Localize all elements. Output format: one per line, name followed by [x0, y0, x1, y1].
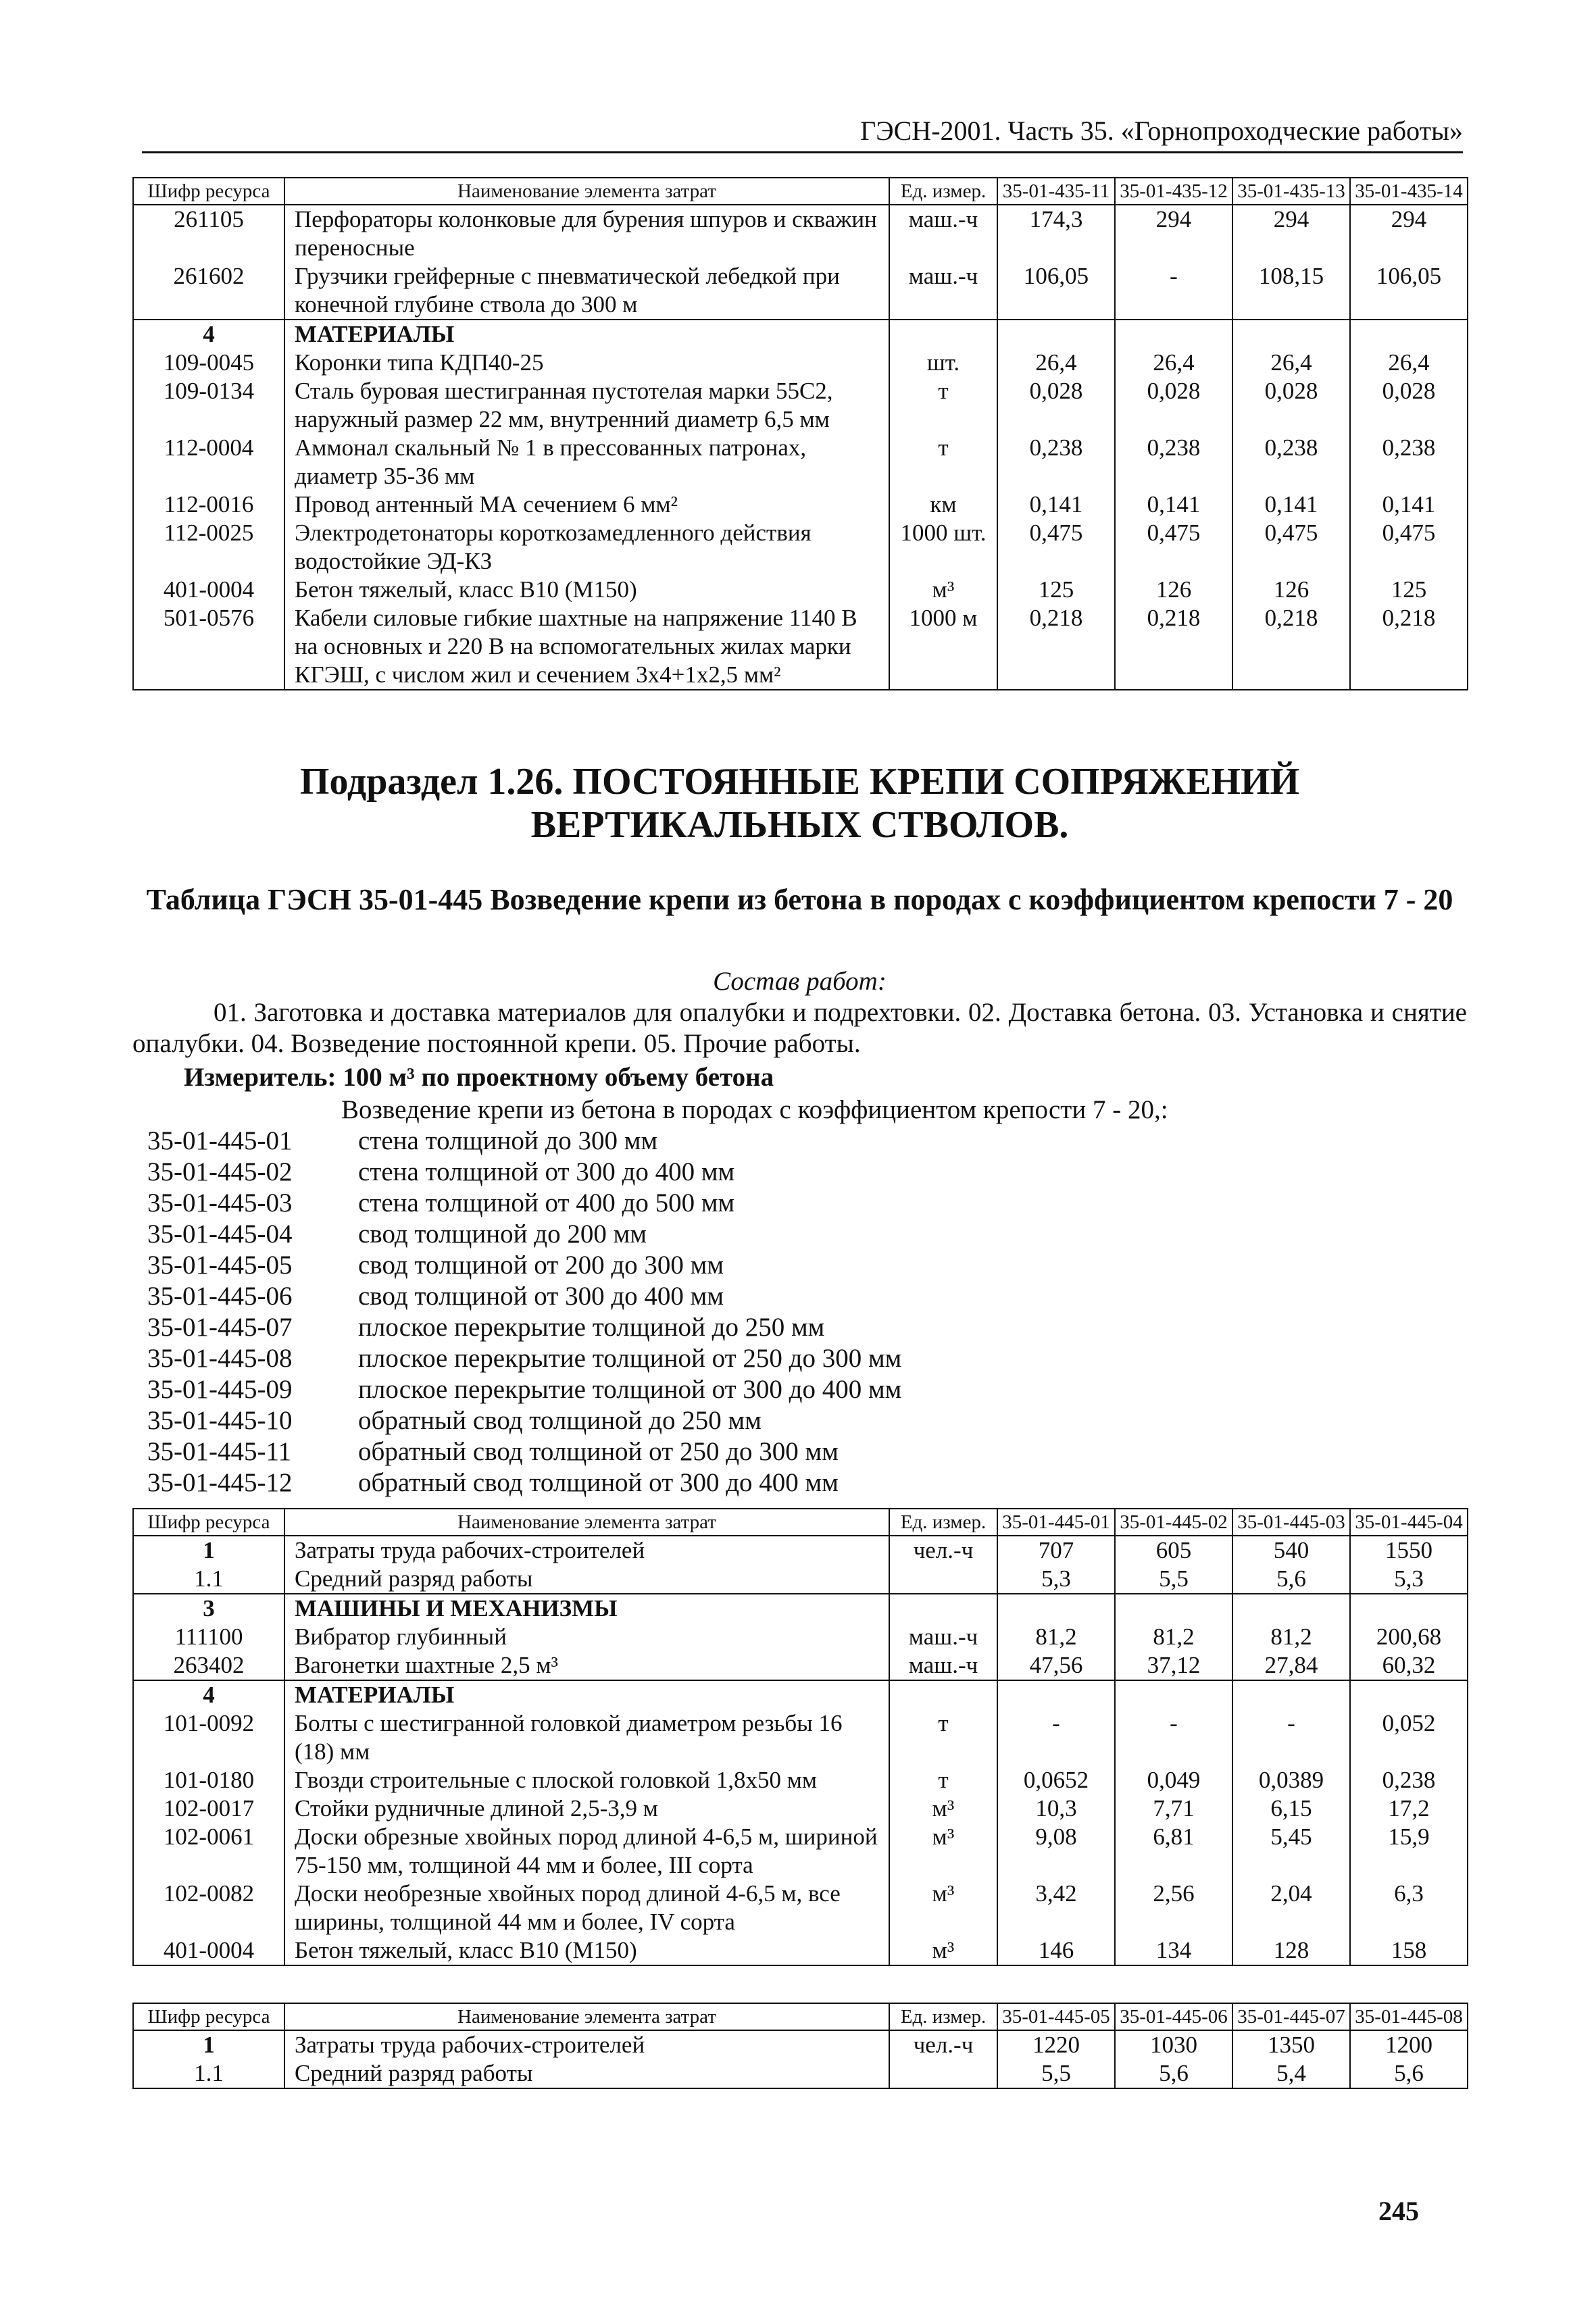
cell-value: 605	[1115, 1536, 1232, 1565]
list-item	[147, 1281, 901, 1312]
cell-name: Провод антенный МА сечением 6 мм²	[284, 491, 889, 519]
variant-text: стена толщиной до 300 мм	[358, 1126, 658, 1155]
cell-value: 5,5	[1115, 1565, 1232, 1594]
cell-unit: м³	[889, 1794, 997, 1823]
cell-value: 0,049	[1115, 1766, 1232, 1794]
cell-value: 294	[1350, 205, 1468, 262]
cell-code: 111100	[133, 1623, 284, 1651]
cell-value: 81,2	[1232, 1623, 1350, 1651]
cell-value	[1232, 320, 1350, 349]
cell-value: 0,238	[997, 434, 1115, 491]
cell-value: 9,08	[997, 1823, 1115, 1880]
variant-text: стена толщиной от 400 до 500 мм	[358, 1188, 735, 1217]
cell-code: 4	[133, 1680, 284, 1709]
cell-unit: м³	[889, 1880, 997, 1936]
cell-code: 1	[133, 2030, 284, 2059]
cell-unit: 1000 м	[889, 604, 997, 690]
cell-value	[997, 1594, 1115, 1623]
variant-text: обратный свод толщиной от 250 до 300 мм	[358, 1437, 839, 1466]
cell-value: 2,04	[1232, 1880, 1350, 1936]
cell-name: Перфораторы колонковые для бурения шпуров и скважин переносные	[284, 205, 889, 262]
table-row	[133, 1823, 1468, 1880]
cell-unit	[889, 1680, 997, 1709]
variant-text: свод толщиной от 200 до 300 мм	[358, 1251, 724, 1280]
cell-value: 125	[997, 576, 1115, 604]
cell-value: 134	[1115, 1936, 1232, 1965]
header-name: Наименование элемента затрат	[284, 1509, 889, 1536]
variant-code: 35-01-445-08	[147, 1344, 293, 1373]
running-header: ГЭСН-2001. Часть 35. «Горнопроходческие работы»	[142, 115, 1463, 153]
cell-unit: чел.-ч	[889, 2030, 997, 2059]
cell-value: 707	[997, 1536, 1115, 1565]
cell-value: 5,6	[1232, 1565, 1350, 1594]
variant-text: обратный свод толщиной от 300 до 400 мм	[358, 1468, 839, 1497]
cell-unit: маш.-ч	[889, 1651, 997, 1680]
cell-unit: км	[889, 491, 997, 519]
cell-value: 0,028	[997, 377, 1115, 434]
cell-value	[997, 320, 1115, 349]
variant-text: плоское перекрытие толщиной до 250 мм	[358, 1313, 825, 1342]
cell-value: 0,052	[1350, 1709, 1468, 1766]
cell-name: Доски необрезные хвойных пород длиной 4-6,5 м, все ширины, толщиной 44 мм и более, IV сорта	[284, 1880, 889, 1936]
cell-value: 108,15	[1232, 262, 1350, 320]
variant-text: плоское перекрытие толщиной от 300 до 400 мм	[358, 1375, 902, 1404]
table-row	[133, 2030, 1468, 2059]
cell-value	[1350, 320, 1468, 349]
cell-name: Грузчики грейферные с пневматической лебедкой при конечной глубине ствола до 300 м	[284, 262, 889, 320]
table-row	[133, 1565, 1468, 1594]
header-unit: Ед. измер.	[889, 178, 997, 205]
variant-code: 35-01-445-11	[147, 1437, 292, 1466]
cell-name: Средний разряд работы	[284, 2059, 889, 2088]
cell-value: 540	[1232, 1536, 1350, 1565]
header-col-1: 35-01-435-11	[997, 178, 1115, 205]
cell-value: 60,32	[1350, 1651, 1468, 1680]
table-header-row	[133, 178, 1468, 205]
cell-value: 0,028	[1115, 377, 1232, 434]
cell-value: 26,4	[997, 349, 1115, 377]
cell-unit: шт.	[889, 349, 997, 377]
cell-value: 126	[1232, 576, 1350, 604]
table-title: Таблица ГЭСН 35-01-445 Возведение крепи из бетона в породах с коэффициентом крепости 7 - 20	[146, 883, 1453, 916]
cell-code: 3	[133, 1594, 284, 1623]
cell-name: Коронки типа КДП40-25	[284, 349, 889, 377]
header-unit: Ед. измер.	[889, 2003, 997, 2030]
list-item	[147, 1126, 901, 1157]
table-row	[133, 1766, 1468, 1794]
cell-value: 81,2	[997, 1623, 1115, 1651]
variant-code: 35-01-445-04	[147, 1219, 293, 1249]
cell-unit	[889, 2059, 997, 2088]
cell-value: 294	[1232, 205, 1350, 262]
cell-value: 294	[1115, 205, 1232, 262]
list-item	[147, 1312, 901, 1343]
variant-code: 35-01-445-02	[147, 1157, 293, 1186]
cell-value: -	[1115, 262, 1232, 320]
variant-text: стена толщиной от 300 до 400 мм	[358, 1157, 735, 1186]
cell-value: 27,84	[1232, 1651, 1350, 1680]
variant-code: 35-01-445-12	[147, 1468, 293, 1497]
cell-code: 401-0004	[133, 1936, 284, 1965]
variant-code: 35-01-445-09	[147, 1375, 293, 1404]
cell-name: Стойки рудничные длиной 2,5-3,9 м	[284, 1794, 889, 1823]
table-row	[133, 320, 1468, 349]
cell-value	[1115, 1594, 1232, 1623]
cell-value: 0,218	[1350, 604, 1468, 690]
cell-value: 125	[1350, 576, 1468, 604]
cell-value: 1200	[1350, 2030, 1468, 2059]
cell-code: 102-0061	[133, 1823, 284, 1880]
list-item	[147, 1157, 901, 1188]
cell-value: 0,218	[1115, 604, 1232, 690]
header-code: Шифр ресурса	[133, 1509, 284, 1536]
table-row	[133, 262, 1468, 320]
cell-name: МАТЕРИАЛЫ	[284, 1680, 889, 1709]
table-row	[133, 1651, 1468, 1680]
cell-value: 106,05	[997, 262, 1115, 320]
cell-value: 0,238	[1350, 434, 1468, 491]
cell-value: 5,6	[1115, 2059, 1232, 2088]
cell-value: 26,4	[1232, 349, 1350, 377]
cell-value	[1232, 1680, 1350, 1709]
cell-value: 47,56	[997, 1651, 1115, 1680]
cell-name: Вибратор глубинный	[284, 1623, 889, 1651]
measure-unit: Измеритель: 100 м³ по проектному объему бетона	[184, 1063, 774, 1092]
cell-value: 1220	[997, 2030, 1115, 2059]
cell-value: 26,4	[1115, 349, 1232, 377]
composition-text: 01. Заготовка и доставка материалов для опалубки и подрехтовки. 02. Доставка бетона. 03. Установка и снятие опалубки. 04. Возведение постоянной крепи. 05. Прочие работы.	[132, 998, 1467, 1058]
cell-value: 6,81	[1115, 1823, 1232, 1880]
variants-intro: Возведение крепи из бетона в породах с коэффициентом крепости 7 - 20,:	[341, 1095, 1168, 1124]
cell-value: 5,3	[997, 1565, 1115, 1594]
table-row	[133, 1709, 1468, 1766]
cell-code: 101-0180	[133, 1766, 284, 1794]
list-item	[147, 1250, 901, 1281]
list-item	[147, 1188, 901, 1219]
cell-value: 0,475	[1115, 519, 1232, 576]
header-unit: Ед. измер.	[889, 1509, 997, 1536]
header-col-3: 35-01-445-07	[1232, 2003, 1350, 2030]
cell-value: 0,475	[997, 519, 1115, 576]
composition-label: Состав работ:	[713, 967, 887, 996]
cell-value: 7,71	[1115, 1794, 1232, 1823]
cell-value: 158	[1350, 1936, 1468, 1965]
cell-value: 6,15	[1232, 1794, 1350, 1823]
variant-code: 35-01-445-01	[147, 1126, 293, 1155]
cell-code: 1	[133, 1536, 284, 1565]
table-header-row	[133, 1509, 1468, 1536]
cell-value: 37,12	[1115, 1651, 1232, 1680]
cell-value: 0,475	[1232, 519, 1350, 576]
cell-value	[1232, 1594, 1350, 1623]
subsection-title: Подраздел 1.26. ПОСТОЯННЫЕ КРЕПИ СОПРЯЖЕНИЙ ВЕРТИКАЛЬНЫХ СТВОЛОВ.	[299, 761, 1300, 846]
cell-unit	[889, 320, 997, 349]
list-item	[147, 1405, 901, 1436]
header-col-3: 35-01-445-03	[1232, 1509, 1350, 1536]
header-code: Шифр ресурса	[133, 2003, 284, 2030]
cell-value: 10,3	[997, 1794, 1115, 1823]
cell-unit: маш.-ч	[889, 1623, 997, 1651]
variant-text: плоское перекрытие толщиной от 250 до 300 мм	[358, 1344, 902, 1373]
cell-code: 112-0004	[133, 434, 284, 491]
cell-name: Затраты труда рабочих-строителей	[284, 2030, 889, 2059]
header-col-2: 35-01-445-02	[1115, 1509, 1232, 1536]
cell-code: 112-0025	[133, 519, 284, 576]
table-row	[133, 1794, 1468, 1823]
cell-value: 15,9	[1350, 1823, 1468, 1880]
table-row	[133, 205, 1468, 262]
header-col-4: 35-01-435-14	[1350, 178, 1468, 205]
cell-code: 1.1	[133, 1565, 284, 1594]
header-name: Наименование элемента затрат	[284, 178, 889, 205]
variant-code: 35-01-445-07	[147, 1313, 293, 1342]
cell-code: 401-0004	[133, 576, 284, 604]
table-row	[133, 519, 1468, 576]
cell-value: 1550	[1350, 1536, 1468, 1565]
cell-value: 0,475	[1350, 519, 1468, 576]
cell-value: 0,028	[1232, 377, 1350, 434]
header-col-1: 35-01-445-01	[997, 1509, 1115, 1536]
cell-code: 501-0576	[133, 604, 284, 690]
cell-value: 0,141	[1232, 491, 1350, 519]
cell-name: Гвозди строительные с плоской головкой 1,8х50 мм	[284, 1766, 889, 1794]
header-col-2: 35-01-445-06	[1115, 2003, 1232, 2030]
cell-value: 5,3	[1350, 1565, 1468, 1594]
cell-value: 3,42	[997, 1880, 1115, 1936]
cell-value: 2,56	[1115, 1880, 1232, 1936]
cell-value: 0,238	[1232, 434, 1350, 491]
table-row	[133, 1623, 1468, 1651]
cell-unit: м³	[889, 576, 997, 604]
cell-code: 112-0016	[133, 491, 284, 519]
variant-code: 35-01-445-06	[147, 1282, 293, 1311]
cell-value: -	[997, 1709, 1115, 1766]
cell-name: Вагонетки шахтные 2,5 м³	[284, 1651, 889, 1680]
table-row	[133, 1880, 1468, 1936]
cell-unit: т	[889, 1709, 997, 1766]
cell-unit: т	[889, 377, 997, 434]
cell-value	[1350, 1680, 1468, 1709]
cell-value: 81,2	[1115, 1623, 1232, 1651]
cell-value	[1115, 320, 1232, 349]
cell-value	[1115, 1680, 1232, 1709]
cell-value: 0,141	[997, 491, 1115, 519]
header-col-3: 35-01-435-13	[1232, 178, 1350, 205]
cell-name: Аммонал скальный № 1 в прессованных патронах, диаметр 35-36 мм	[284, 434, 889, 491]
cell-value: 5,6	[1350, 2059, 1468, 2088]
header-col-4: 35-01-445-04	[1350, 1509, 1468, 1536]
table-row	[133, 1594, 1468, 1623]
cell-value: 0,218	[1232, 604, 1350, 690]
cell-value: 174,3	[997, 205, 1115, 262]
variant-code: 35-01-445-05	[147, 1251, 293, 1280]
cell-code: 261105	[133, 205, 284, 262]
cell-unit: маш.-ч	[889, 205, 997, 262]
header-col-1: 35-01-445-05	[997, 2003, 1115, 2030]
cell-name: МАТЕРИАЛЫ	[284, 320, 889, 349]
variant-text: обратный свод толщиной до 250 мм	[358, 1406, 762, 1435]
cell-code: 263402	[133, 1651, 284, 1680]
cell-unit: 1000 шт.	[889, 519, 997, 576]
table-row	[133, 377, 1468, 434]
cell-name: Сталь буровая шестигранная пустотелая марки 55С2, наружный размер 22 мм, внутренний диаметр 6,5 мм	[284, 377, 889, 434]
cell-value: 1030	[1115, 2030, 1232, 2059]
cell-value: -	[1232, 1709, 1350, 1766]
cell-value: 1350	[1232, 2030, 1350, 2059]
cell-value	[997, 1680, 1115, 1709]
cell-value: 0,141	[1115, 491, 1232, 519]
cell-name: Затраты труда рабочих-строителей	[284, 1536, 889, 1565]
cell-value: -	[1115, 1709, 1232, 1766]
cell-value: 26,4	[1350, 349, 1468, 377]
cell-value	[1350, 1594, 1468, 1623]
cell-value: 146	[997, 1936, 1115, 1965]
header-code: Шифр ресурса	[133, 178, 284, 205]
header-col-2: 35-01-435-12	[1115, 178, 1232, 205]
cell-value: 5,4	[1232, 2059, 1350, 2088]
variant-code: 35-01-445-10	[147, 1406, 293, 1435]
variants-list	[147, 1126, 901, 1499]
cell-value: 0,141	[1350, 491, 1468, 519]
cell-name: Электродетонаторы короткозамедленного действия водостойкие ЭД-КЗ	[284, 519, 889, 576]
cell-code: 109-0134	[133, 377, 284, 434]
resource-table-445-01-04	[132, 1508, 1468, 1966]
cell-value: 17,2	[1350, 1794, 1468, 1823]
cell-name: Болты с шестигранной головкой диаметром резьбы 16 (18) мм	[284, 1709, 889, 1766]
cell-unit: м³	[889, 1936, 997, 1965]
table-row	[133, 491, 1468, 519]
cell-value: 106,05	[1350, 262, 1468, 320]
table-row	[133, 2059, 1468, 2088]
variant-text: свод толщиной от 300 до 400 мм	[358, 1282, 724, 1311]
cell-code: 101-0092	[133, 1709, 284, 1766]
cell-value: 0,0652	[997, 1766, 1115, 1794]
cell-value: 0,218	[997, 604, 1115, 690]
cell-code: 261602	[133, 262, 284, 320]
cell-name: МАШИНЫ И МЕХАНИЗМЫ	[284, 1594, 889, 1623]
cell-code: 4	[133, 320, 284, 349]
cell-name: Доски обрезные хвойных пород длиной 4-6,5 м, шириной 75-150 мм, толщиной 44 мм и более, III сорта	[284, 1823, 889, 1880]
cell-unit: т	[889, 434, 997, 491]
list-item	[147, 1219, 901, 1250]
list-item	[147, 1467, 901, 1499]
cell-unit: т	[889, 1766, 997, 1794]
cell-value: 0,238	[1115, 434, 1232, 491]
table-row	[133, 604, 1468, 690]
page-number: 245	[1378, 2196, 1419, 2226]
cell-code: 102-0017	[133, 1794, 284, 1823]
cell-unit: маш.-ч	[889, 262, 997, 320]
cell-unit: чел.-ч	[889, 1536, 997, 1565]
cell-unit: м³	[889, 1823, 997, 1880]
variant-code: 35-01-445-03	[147, 1188, 293, 1217]
cell-code: 102-0082	[133, 1880, 284, 1936]
cell-name: Бетон тяжелый, класс В10 (М150)	[284, 1936, 889, 1965]
resource-table-445-05-08	[132, 2003, 1468, 2089]
list-item	[147, 1374, 901, 1405]
header-name: Наименование элемента затрат	[284, 2003, 889, 2030]
table-header-row	[133, 2003, 1468, 2030]
table-row	[133, 434, 1468, 491]
table-row	[133, 1536, 1468, 1565]
cell-value: 5,45	[1232, 1823, 1350, 1880]
cell-value: 200,68	[1350, 1623, 1468, 1651]
header-col-4: 35-01-445-08	[1350, 2003, 1468, 2030]
table-row	[133, 576, 1468, 604]
table-row	[133, 349, 1468, 377]
cell-unit	[889, 1565, 997, 1594]
list-item	[147, 1436, 901, 1467]
cell-value: 126	[1115, 576, 1232, 604]
cell-code: 109-0045	[133, 349, 284, 377]
cell-name: Кабели силовые гибкие шахтные на напряжение 1140 В на основных и 220 В на вспомогательных жилах марки КГЭШ, с числом жил и сечением 3х4+1х2,5 мм²	[284, 604, 889, 690]
cell-value: 6,3	[1350, 1880, 1468, 1936]
cell-value: 0,238	[1350, 1766, 1468, 1794]
resource-table-435	[132, 177, 1468, 690]
cell-value: 0,028	[1350, 377, 1468, 434]
table-row	[133, 1680, 1468, 1709]
cell-code: 1.1	[133, 2059, 284, 2088]
cell-name: Бетон тяжелый, класс В10 (М150)	[284, 576, 889, 604]
table-row	[133, 1936, 1468, 1965]
variant-text: свод толщиной до 200 мм	[358, 1219, 647, 1249]
cell-name: Средний разряд работы	[284, 1565, 889, 1594]
list-item	[147, 1343, 901, 1374]
cell-value: 0,0389	[1232, 1766, 1350, 1794]
cell-unit	[889, 1594, 997, 1623]
cell-value: 5,5	[997, 2059, 1115, 2088]
cell-value: 128	[1232, 1936, 1350, 1965]
